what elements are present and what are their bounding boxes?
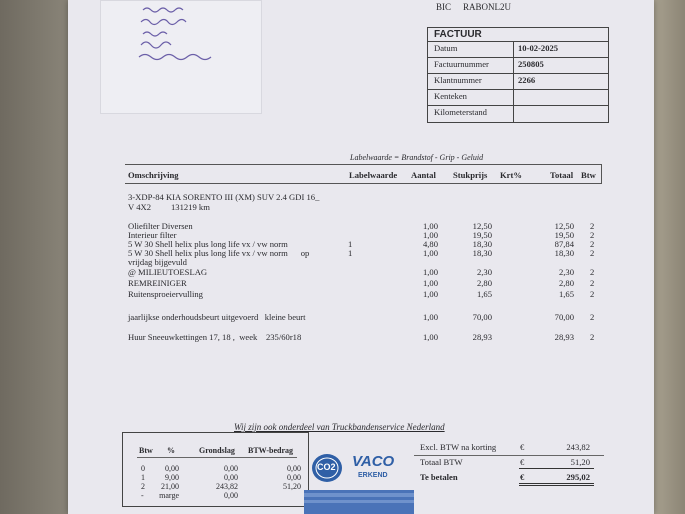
footer-note: Wij zijn ook onderdeel van Truckbandenservice Nederland (234, 422, 445, 432)
invoice-row (428, 89, 608, 104)
vat-header-amount: BTW-bedrag (248, 446, 294, 455)
column-quantity: Aantal (411, 170, 436, 180)
item-total: 12,50 (554, 221, 574, 231)
total-currency: € (520, 457, 525, 467)
item-vat: 2 (590, 278, 595, 288)
vat-row-percent: marge (159, 491, 179, 500)
vehicle-line-1: 3-XDP-84 KIA SORENTO III (XM) SUV 2.4 GDI 16_ (128, 192, 320, 202)
vat-row-code: 2 (141, 482, 145, 491)
item-total: 19,50 (554, 230, 574, 240)
label-legend-note: Labelwaarde = Brandstof - Grip - Geluid (350, 153, 484, 162)
totals-box (414, 432, 608, 492)
vaco-brand: VACO (352, 453, 395, 470)
item-vat: 2 (590, 267, 595, 277)
total-currency: € (520, 472, 525, 482)
item-quantity: 1,00 (422, 312, 438, 322)
item-description: @ MILIEUTOESLAG (128, 267, 208, 277)
item-vat: 2 (590, 332, 595, 342)
invoice-row-label: Datum (434, 43, 458, 53)
item-description: Huur Sneeuwkettingen 17, 18 , week 235/60r18 (128, 332, 302, 342)
total-value: 51,20 (570, 457, 590, 467)
vat-row-code: - (141, 491, 144, 500)
vat-row-code: 1 (141, 473, 145, 482)
invoice-row-label: Kilometerstand (434, 107, 487, 117)
item-label: 1 (348, 239, 353, 249)
vat-row-percent: 0,00 (165, 464, 179, 473)
invoice-row-label: Factuurnummer (434, 59, 489, 69)
item-total: 1,65 (558, 289, 574, 299)
invoice-row-label: Kenteken (434, 91, 467, 101)
total-value: 243,82 (566, 442, 590, 452)
item-description: Interieur filter (128, 230, 177, 240)
item-description: 5 W 30 Shell helix plus long life vx / vw norm (128, 239, 288, 249)
item-total: 87,84 (554, 239, 574, 249)
item-total: 70,00 (554, 312, 574, 322)
item-unit-price: 2,80 (476, 278, 492, 288)
item-unit-price: 70,00 (472, 312, 492, 322)
item-unit-price: 12,50 (472, 221, 492, 231)
invoice-row-value: 2266 (518, 75, 536, 85)
vat-row-base: 0,00 (224, 491, 238, 500)
item-quantity: 1,00 (422, 289, 438, 299)
column-discount: Krt% (500, 170, 522, 180)
item-description: Ruitensproeiervulling (128, 289, 203, 299)
vaco-erkend: ERKEND (358, 472, 388, 479)
bank-strip (304, 490, 414, 514)
item-total: 2,80 (558, 278, 574, 288)
item-vat: 2 (590, 221, 595, 231)
vehicle-km: 131219 km (171, 202, 210, 212)
invoice-row (428, 57, 608, 72)
vat-row-amount: 51,20 (283, 482, 301, 491)
item-vat: 2 (590, 312, 595, 322)
item-vat: 2 (590, 230, 595, 240)
invoice-row-value: 250805 (518, 59, 544, 69)
background-left (0, 0, 70, 514)
item-vat: 2 (590, 289, 595, 299)
column-description: Omschrijving (128, 170, 179, 180)
item-label: 1 (348, 248, 353, 258)
item-quantity: 1,00 (422, 248, 438, 258)
vat-header-base: Grondslag (199, 446, 235, 455)
item-description: Oliefilter Diversen (128, 221, 193, 231)
item-quantity: 4,80 (422, 239, 438, 249)
item-unit-price: 18,30 (472, 248, 492, 258)
totals-double-underline (519, 483, 594, 484)
vat-row-percent: 9,00 (165, 473, 179, 482)
vat-row-base: 0,00 (224, 473, 238, 482)
column-unit-price: Stukprijs (453, 170, 488, 180)
totals-double-underline (519, 485, 594, 486)
bank-strip-line (304, 500, 414, 503)
invoice-row (428, 105, 608, 120)
item-description: vrijdag bijgevuld (128, 257, 187, 267)
item-vat: 2 (590, 239, 595, 249)
vat-row-amount: 0,00 (287, 473, 301, 482)
item-description: 5 W 30 Shell helix plus long life vx / vw norm op (128, 248, 310, 258)
co2-text: CO2 (317, 462, 336, 472)
item-unit-price: 18,30 (472, 239, 492, 249)
total-currency: € (520, 442, 525, 452)
background-right (652, 0, 685, 514)
item-quantity: 1,00 (422, 332, 438, 342)
header-right-rule (601, 164, 602, 184)
item-total: 2,30 (558, 267, 574, 277)
total-label: Excl. BTW na korting (420, 442, 497, 452)
vat-row-code: 0 (141, 464, 145, 473)
invoice-row-label: Klantnummer (434, 75, 482, 85)
handwritten-scribble-icon (101, 1, 261, 113)
bic-label: BIC (436, 2, 452, 12)
item-description: REMREINIGER (128, 278, 187, 288)
item-total: 28,93 (554, 332, 574, 342)
column-total: Totaal (550, 170, 574, 180)
invoice-row (428, 73, 608, 88)
invoice-row (428, 41, 608, 56)
item-unit-price: 2,30 (476, 267, 492, 277)
invoice-row-value: 10-02-2025 (518, 43, 559, 53)
column-vat: Btw (581, 170, 596, 180)
column-label-value: Labelwaarde (349, 170, 398, 180)
item-vat: 2 (590, 248, 595, 258)
bank-strip-line (304, 493, 414, 497)
total-label: Totaal BTW (420, 457, 463, 467)
vat-summary-box (122, 432, 309, 507)
item-unit-price: 1,65 (476, 289, 492, 299)
vat-row-base: 243,82 (216, 482, 238, 491)
vaco-erkend-logo (310, 450, 420, 484)
item-total: 18,30 (554, 248, 574, 258)
header-bottom-rule (125, 183, 602, 184)
vat-row-percent: 21,00 (161, 482, 179, 491)
invoice-info-box (427, 27, 609, 123)
item-quantity: 1,00 (422, 230, 438, 240)
total-value: 295,02 (566, 472, 590, 482)
item-quantity: 1,00 (422, 267, 438, 277)
vat-row-amount: 0,00 (287, 464, 301, 473)
totals-underline (519, 468, 594, 469)
vat-header-percent: % (167, 446, 175, 455)
totals-rule (414, 455, 604, 456)
vat-header-rule (137, 457, 297, 458)
item-quantity: 1,00 (422, 278, 438, 288)
vat-row-base: 0,00 (224, 464, 238, 473)
item-quantity: 1,00 (422, 221, 438, 231)
address-box (100, 0, 262, 114)
item-unit-price: 19,50 (472, 230, 492, 240)
invoice-title: FACTUUR (434, 29, 482, 40)
vehicle-line-2: V 4X2 (128, 202, 151, 212)
item-description: jaarlijkse onderhoudsbeurt uitgevoerd kleine beurt (128, 312, 306, 322)
item-unit-price: 28,93 (472, 332, 492, 342)
vat-header-btw: Btw (139, 446, 153, 455)
total-label: Te betalen (420, 472, 458, 482)
header-top-rule (125, 164, 602, 165)
bic-value: RABONL2U (463, 2, 512, 12)
